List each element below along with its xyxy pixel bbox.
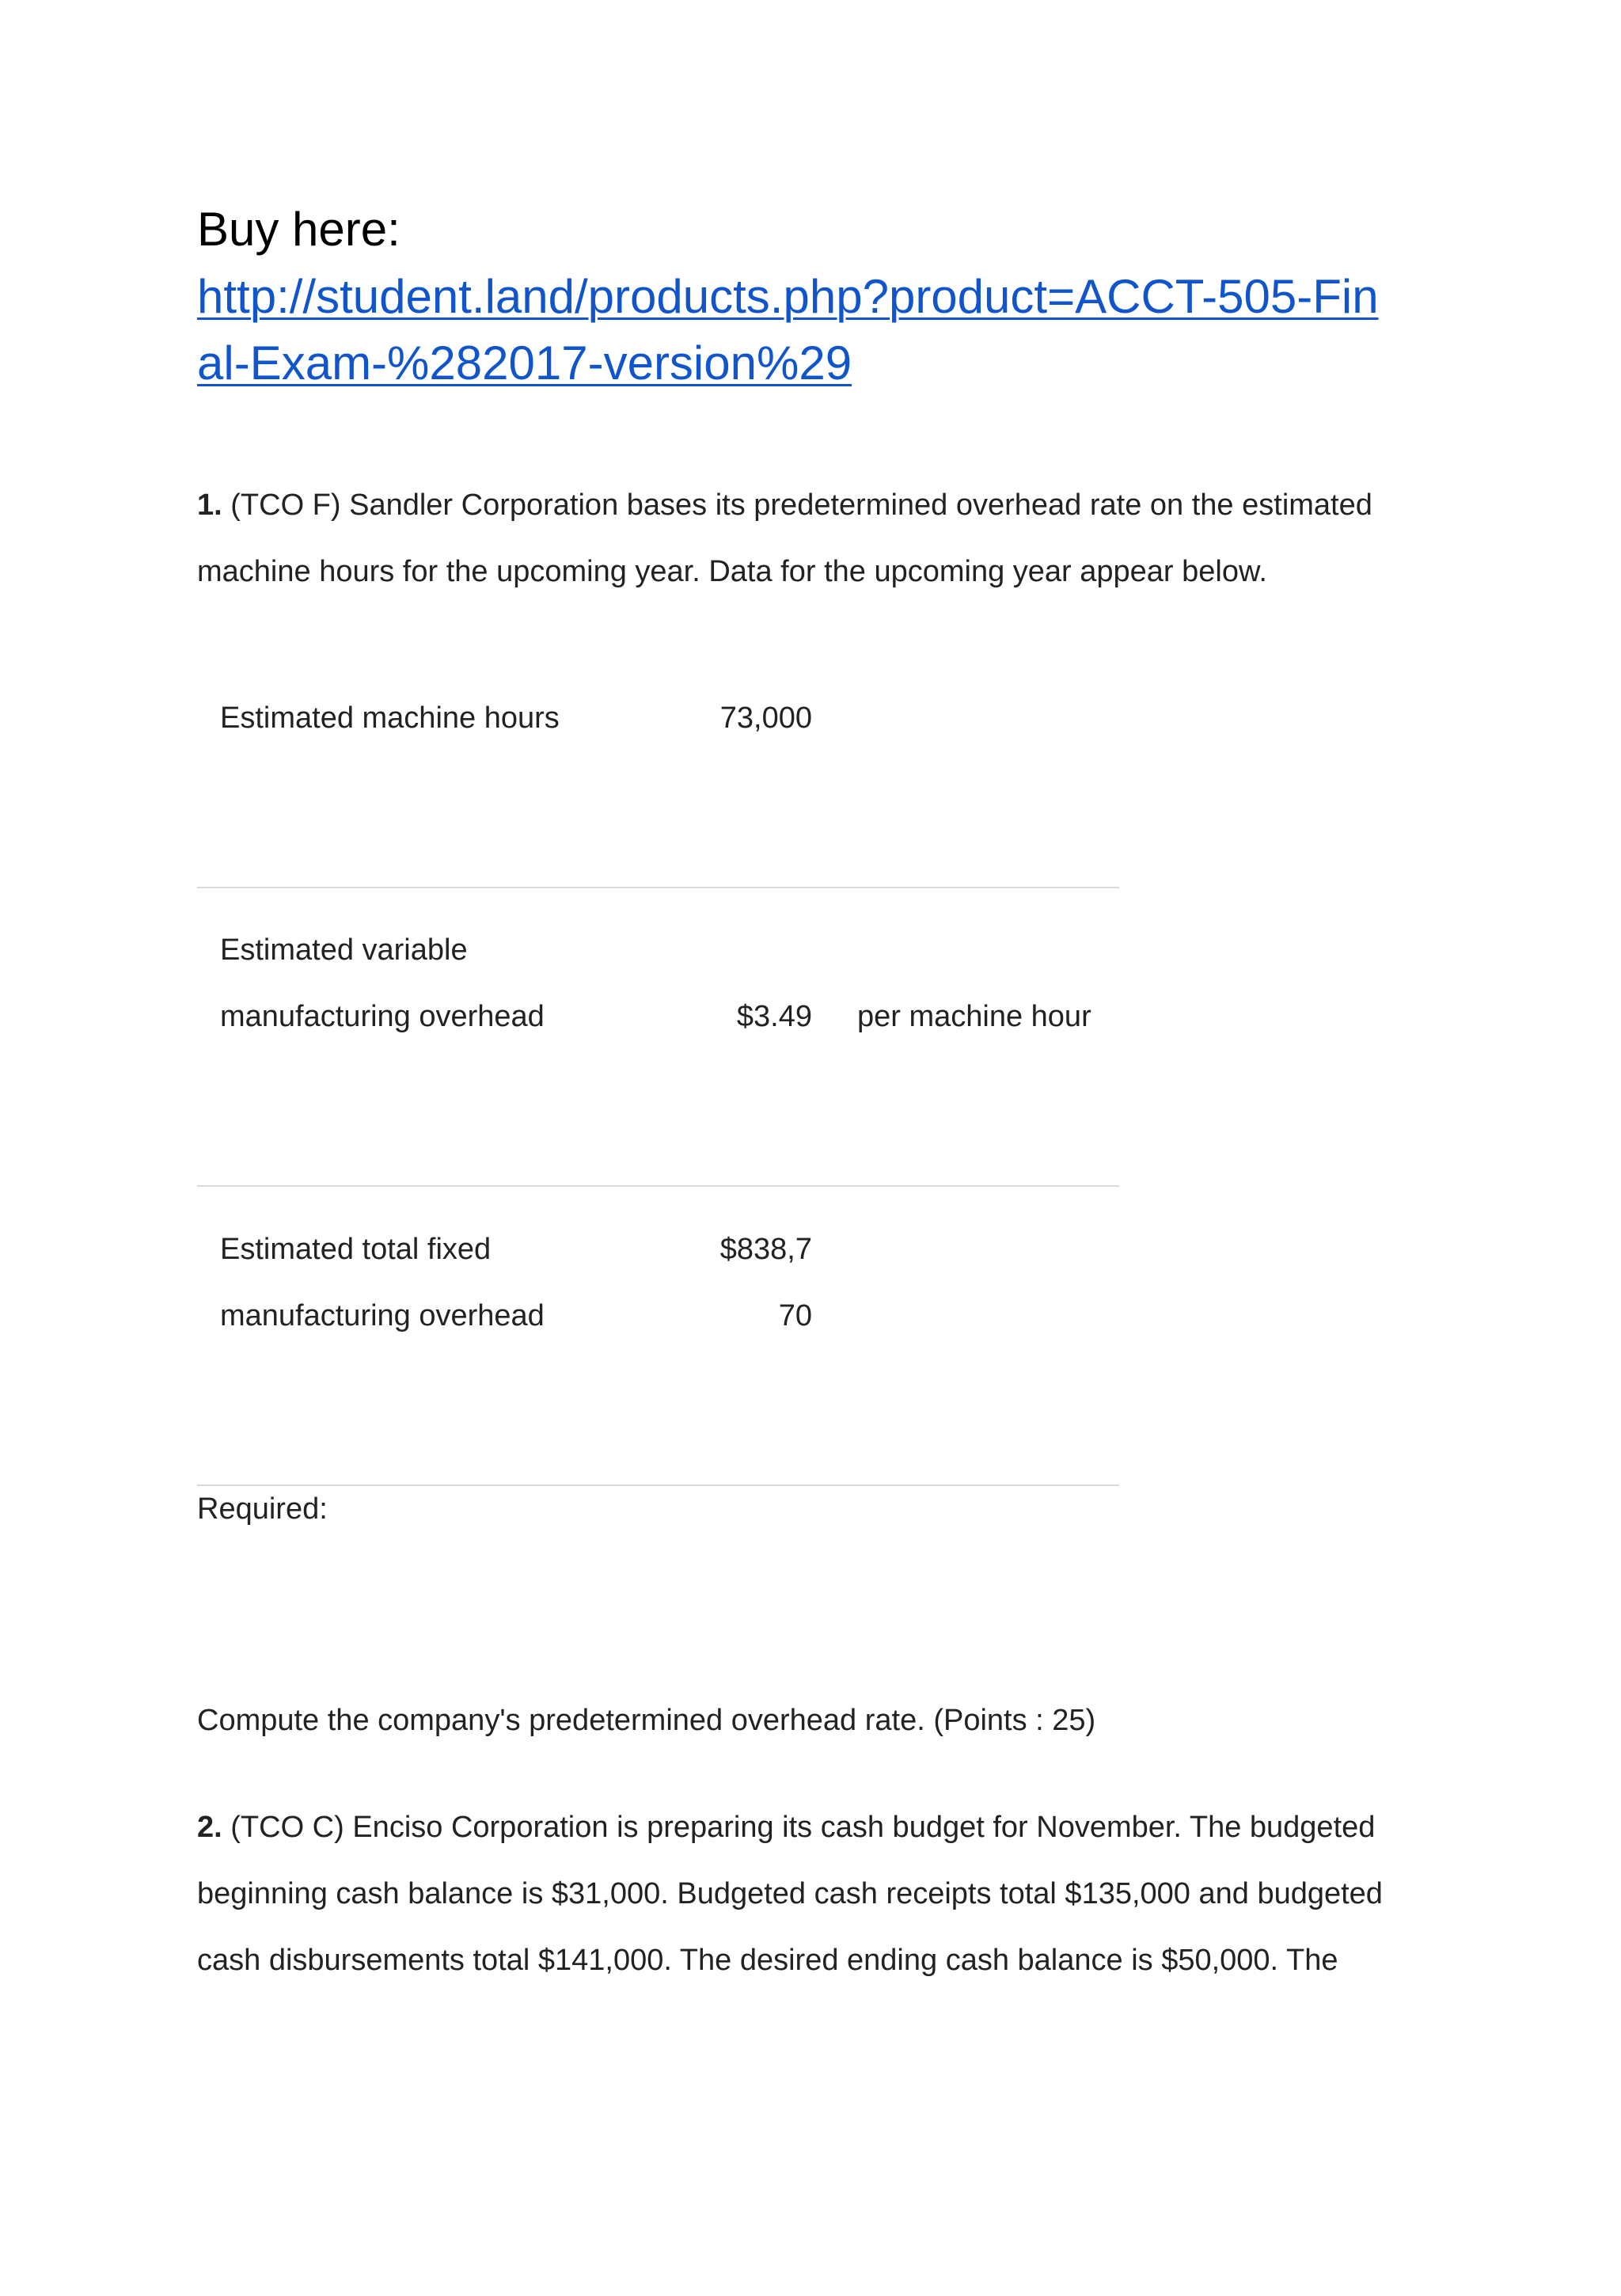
- question-1-text-1: (TCO F) Sandler Corporation bases its predetermined overhead rate on the estimated: [222, 488, 1372, 522]
- question-1-instruction: Compute the company's predetermined overhead rate. (Points : 25): [197, 1704, 1096, 1737]
- question-1-number: 1.: [197, 488, 222, 522]
- row-3-value-line-1: $838,7: [719, 1233, 812, 1266]
- row-1-label: Estimated machine hours: [220, 701, 560, 735]
- row-3-value-line-2: 70: [778, 1299, 812, 1332]
- table-divider-2: [197, 1185, 1119, 1187]
- question-2-line-1: [197, 1794, 1375, 1861]
- table-divider-1: [197, 887, 1119, 888]
- row-1-value: 73,000: [719, 701, 812, 735]
- product-link-line-1[interactable]: http://student.land/products.php?product=ACCT-505-Fin: [197, 270, 1379, 323]
- row-2-label-line-2: manufacturing overhead: [220, 1000, 545, 1033]
- question-2-text-1: (TCO C) Enciso Corporation is preparing its cash budget for November. The budgeted: [222, 1811, 1376, 1844]
- row-3-label-line-2: manufacturing overhead: [220, 1299, 545, 1332]
- question-2-line-2: beginning cash balance is $31,000. Budgeted cash receipts total $135,000 and budgeted: [197, 1877, 1383, 1910]
- product-link-line-2[interactable]: al-Exam-%282017-version%29: [197, 336, 852, 390]
- buy-here-label: Buy here:: [197, 203, 401, 256]
- required-label: Required:: [197, 1492, 328, 1526]
- question-2-line-3: cash disbursements total $141,000. The desired ending cash balance is $50,000. The: [197, 1944, 1338, 1977]
- product-link[interactable]: [197, 264, 1479, 397]
- question-1-line-1: [197, 472, 1372, 538]
- row-2-unit: per machine hour: [857, 1000, 1091, 1033]
- row-2-value: $3.49: [736, 1000, 812, 1033]
- question-1-line-2: machine hours for the upcoming year. Data for the upcoming year appear below.: [197, 555, 1267, 588]
- row-2-label-line-1: Estimated variable: [220, 933, 468, 967]
- question-2-number: 2.: [197, 1811, 222, 1844]
- row-3-label-line-1: Estimated total fixed: [220, 1233, 492, 1266]
- table-divider-3: [197, 1484, 1119, 1486]
